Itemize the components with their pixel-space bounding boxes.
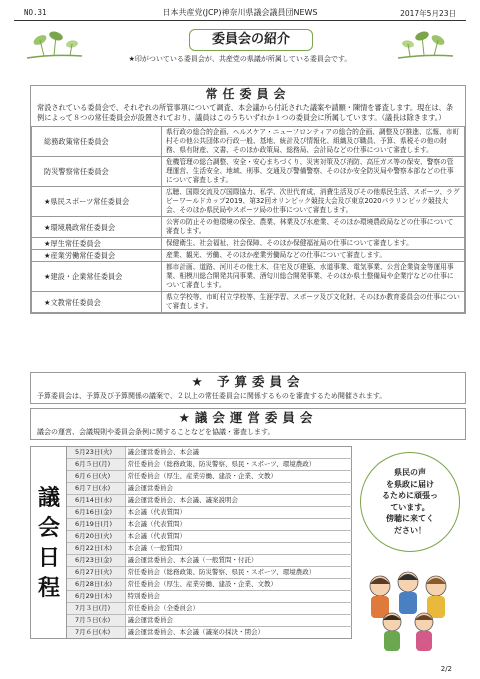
- schedule-date: 7月６日(木): [67, 627, 125, 639]
- standing-committees-section: [30, 85, 466, 314]
- schedule-event: 本会議（代表質問）: [125, 531, 352, 543]
- schedule-date: 6月７日(水): [67, 483, 125, 495]
- schedule-row: [67, 471, 352, 483]
- schedule-row: [67, 579, 352, 591]
- page-number: 2/2: [440, 665, 452, 673]
- page-title: 委員会の紹介: [189, 29, 313, 51]
- schedule-date: 6月16日(金): [67, 507, 125, 519]
- schedule-label-char: 議: [37, 486, 60, 511]
- schedule-row: [67, 507, 352, 519]
- committee-row: [32, 262, 465, 292]
- page-header: [14, 6, 466, 20]
- committee-name: ★環境農政常任委員会: [32, 217, 162, 238]
- schedule-event: 議会運営委員会、本会議: [125, 447, 352, 459]
- schedule-row: [67, 555, 352, 567]
- schedule-row: [67, 519, 352, 531]
- schedule-table: [67, 447, 352, 638]
- schedule-row: [67, 495, 352, 507]
- schedule-event: 議会運営委員会、本会議（一般質問・付託）: [125, 555, 352, 567]
- schedule-row: [67, 603, 352, 615]
- schedule-label-char: 程: [37, 576, 60, 601]
- newsletter-title: 日本共産党(JCP)神奈川県議会議員団NEWS: [162, 8, 318, 17]
- steering-committee-desc: 議会の運営、会議規則や委員会条例に関することなどを協議・審査します。: [37, 428, 275, 436]
- committee-description: 保健衛生、社会福祉、社会保障、そのほか保健福祉局の仕事について審査します。: [162, 238, 465, 250]
- schedule-event: 議会運営委員会: [125, 615, 352, 627]
- bubble-line: 傍聴に来てく: [386, 514, 434, 523]
- committee-row: [32, 250, 465, 262]
- budget-committee-desc: 予算委員会は、予算及び予算関係の議案で、２以上の常任委員会に関係するものを審査するため開催されます。: [37, 392, 387, 400]
- schedule-date: 6月28日(水): [67, 579, 125, 591]
- schedule-date: 6月６日(火): [67, 471, 125, 483]
- steering-committee-section: [30, 408, 466, 440]
- schedule-label-char: 日: [37, 546, 60, 571]
- schedule-row: [67, 615, 352, 627]
- people-illustration-icon: [360, 564, 460, 654]
- schedule-event: 常任委員会（総務政策、防災警察、県民・スポーツ、環境農政）: [125, 459, 352, 471]
- schedule-event: 本会議（代表質問）: [125, 507, 352, 519]
- committee-row: [32, 238, 465, 250]
- schedule-date: 7月３日(月): [67, 603, 125, 615]
- schedule-date: 6月５日(月): [67, 459, 125, 471]
- committee-description: 都市計画、道路、河川その他土木、住宅及び建築、水道事業、電気事業、公営企業資金等運用事業、相模川総合開発共同事業、酒匂川総合開発事業、そのほか県土整備局や企業庁などの仕事について審査します。: [162, 262, 465, 292]
- schedule-date: 6月27日(火): [67, 567, 125, 579]
- bubble-line: るために頑張っ: [382, 491, 438, 500]
- schedule-date: 6月14日(水): [67, 495, 125, 507]
- schedule-event: 特別委員会: [125, 591, 352, 603]
- steering-committee-title: ★議会運営委員会: [178, 410, 318, 425]
- committee-description: 危機管理の総合調整、安全・安心まちづくり、災害対策及び消防、高圧ガス等の保安、警察の管理運営、生活安全、地域、刑事、交通及び警備警察、そのほか安全防災局や警察本部などの仕事について審査します。: [162, 157, 465, 187]
- committee-row: [32, 187, 465, 217]
- budget-committee-section: [30, 372, 466, 404]
- schedule-date: 6月19日(月): [67, 519, 125, 531]
- schedule-row: [67, 483, 352, 495]
- bubble-line: ています。: [390, 502, 430, 512]
- schedule-label-char: 会: [37, 516, 60, 541]
- schedule-row: [67, 627, 352, 639]
- schedule-event: 本会議（代表質問）: [125, 519, 352, 531]
- schedule-event: 本会議（一般質問）: [125, 543, 352, 555]
- standing-committees-intro: 常設されている委員会で、それぞれの所管事項について調査、本会議から付託された議案や請願・陳情を審査します。現在は、条例によって８つの常任委員会が設置されており、議員はこのうちいずれか１つの委員会に所属しています。（議長は除きます。）: [37, 103, 454, 122]
- schedule-event: 常任委員会（厚生、産業労働、建設・企業、文教）: [125, 579, 352, 591]
- schedule-row: [67, 591, 352, 603]
- bubble-line: ださい！: [394, 525, 426, 535]
- committee-name: ★建設・企業常任委員会: [32, 262, 162, 292]
- committee-row: [32, 217, 465, 238]
- assembly-schedule: [30, 446, 352, 639]
- schedule-event: 議会運営委員会、本会議（議案の採決・閉会）: [127, 628, 264, 636]
- issue-date: 2017年5月23日: [400, 9, 456, 18]
- bubble-line: 県民の声: [394, 468, 426, 477]
- message-bubble: [360, 452, 460, 552]
- committee-table: [31, 126, 465, 313]
- schedule-row: [67, 459, 352, 471]
- schedule-row: [67, 531, 352, 543]
- issue-number: NO.31: [24, 8, 47, 17]
- page-note: ★印がついている委員会が、共産党の県議が所属している委員会です。: [128, 55, 352, 63]
- committee-description: 公害の防止その他環境の保全、農業、林業及び水産業、そのほか環境農政局などの仕事について審査します。: [162, 217, 465, 238]
- schedule-date: 6月20日(火): [67, 531, 125, 543]
- committee-row: [32, 157, 465, 187]
- header-rule: [14, 20, 466, 21]
- schedule-row: [67, 447, 352, 459]
- schedule-event: 議会運営委員会、本会議、議案説明会: [125, 495, 352, 507]
- schedule-row: [67, 543, 352, 555]
- committee-name: 総務政策常任委員会: [32, 127, 162, 157]
- schedule-event: 議会運営委員会: [125, 483, 352, 495]
- committee-row: [32, 292, 465, 313]
- committee-description: 県立学校等、市町村立学校等、生涯学習、スポーツ及び文化財、そのほか教育委員会の仕事について審査します。: [162, 292, 465, 313]
- committee-description: 産業、観光、労働、そのほか産業労働局などの仕事について審査します。: [162, 250, 465, 262]
- bubble-line: を県政に届け: [386, 479, 434, 489]
- schedule-label: [31, 447, 67, 638]
- committee-name: ★県民スポーツ常任委員会: [32, 187, 162, 217]
- committee-description: 県行政の総合的企画、ヘルスケア・ニューフロンティアの総合的企画、調整及び推進、広報、市町村その他公共団体の行政一般、基地、統計及び情報化、組織及び職員、予算、県税その他の財務、県有財産、文書、そのほか政策局、総務局、会計局などの仕事について審査します。: [162, 127, 465, 157]
- standing-committees-title: 常任委員会: [205, 87, 291, 101]
- title-area: [14, 26, 466, 72]
- committee-name: ★文教常任委員会: [32, 292, 162, 313]
- committee-name: ★厚生常任委員会: [32, 238, 162, 250]
- schedule-event: 常任委員会（全委員会）: [125, 603, 352, 615]
- schedule-date: 6月23日(金): [67, 555, 125, 567]
- schedule-date: 5月23日(火): [67, 447, 125, 459]
- schedule-event: 常任委員会（総務政策、防災警察、県民・スポーツ、環境農政）: [125, 567, 352, 579]
- schedule-date: 6月22日(木): [67, 543, 125, 555]
- schedule-event: 常任委員会（厚生、産業労働、建設・企業、文教）: [125, 471, 352, 483]
- schedule-date: 6月29日(木): [67, 591, 125, 603]
- schedule-row: [67, 567, 352, 579]
- schedule-date: 7月５日(水): [67, 615, 125, 627]
- committee-name: 防災警察常任委員会: [32, 157, 162, 187]
- committee-row: [32, 127, 465, 157]
- committee-name: ★産業労働常任委員会: [32, 250, 162, 262]
- budget-committee-title: ★ 予算委員会: [191, 374, 305, 389]
- committee-description: 広聴、国際交流及び国際協力、私学、次世代育成、消費生活及びその他県民生活、スポーツ、ラグビーワールドカップ2019、第32回オリンピック競技大会及び東京2020パラリンピック競技大会、そのほか県民局やスポーツ局の仕事について審査します。: [162, 187, 465, 217]
